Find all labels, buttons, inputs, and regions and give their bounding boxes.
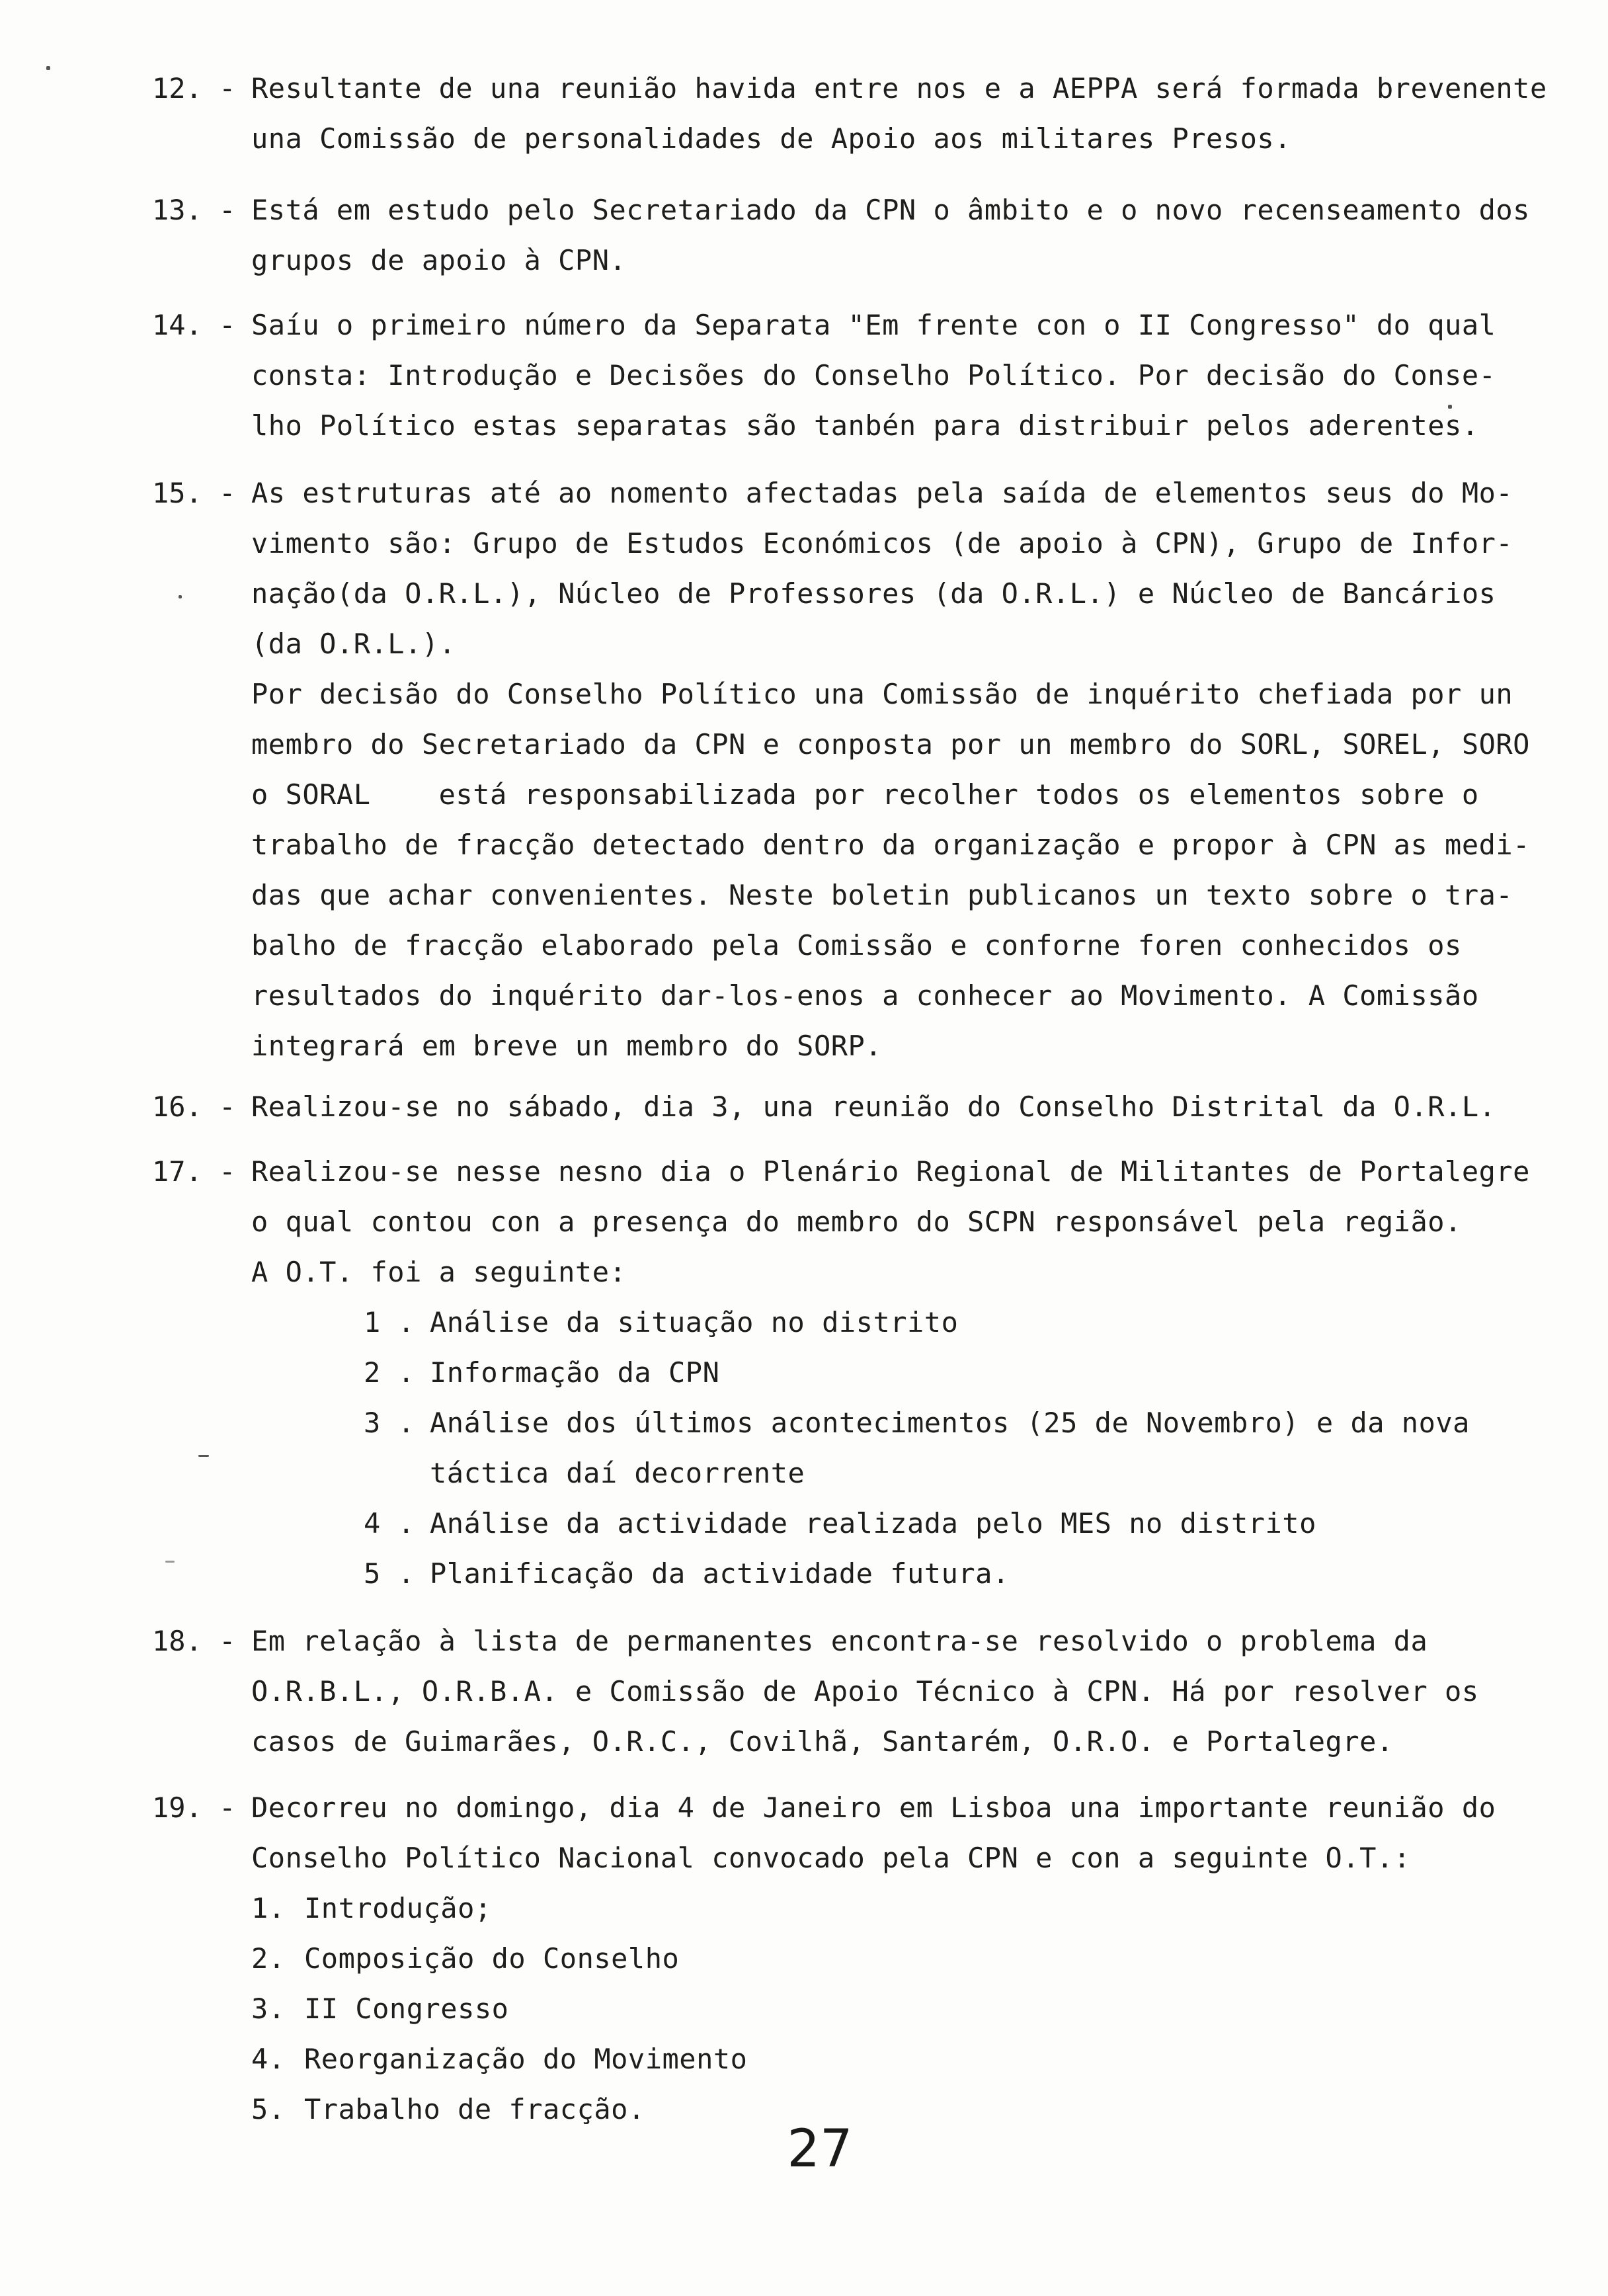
sublist-text: Análise dos últimos acontecimentos (25 de Novembro) e da nova <box>430 1407 1470 1439</box>
sublist-item-continuation <box>364 1448 1541 1498</box>
text-line: Saíu o primeiro número da Separata "Em frente con o II Congresso" do qual <box>251 309 1496 341</box>
text-line: Resultante de una reunião havida entre nos e a AEPPA será formada brevenente <box>251 72 1547 104</box>
text-line: una Comissão de personalidades de Apoio aos militares Presos. <box>251 122 1291 155</box>
text-line: balho de fracção elaborado pela Comissão e conforne foren conhecidos os <box>251 929 1462 962</box>
text-line: Por decisão do Conselho Político una Comissão de inquérito chefiada por un <box>251 678 1513 710</box>
sublist-text: Introdução; <box>304 1892 492 1924</box>
item-number: 19. - <box>152 1791 236 1824</box>
sublist-text: Composição do Conselho <box>304 1942 680 1975</box>
agenda-sublist <box>251 1883 1541 2135</box>
sublist-text: Análise da actividade realizada pelo MES no distrito <box>430 1507 1316 1539</box>
text-line: trabalho de fracção detectado dentro da organização e propor à CPN as medi- <box>251 829 1530 861</box>
text-line: A O.T. foi a seguinte: <box>251 1256 627 1288</box>
text-line: O.R.B.L., O.R.B.A. e Comissão de Apoio Técnico à CPN. Há por resolver os <box>251 1675 1479 1707</box>
scan-speck <box>1448 405 1452 409</box>
text-line: resultados do inquérito dar-los-enos a conhecer ao Movimento. A Comissão <box>251 979 1479 1012</box>
sublist-number: 3 . <box>364 1407 415 1439</box>
page-number: 27 <box>787 2119 853 2179</box>
text-line: o SORAL está responsabilizada por recolher todos os elementos sobre o <box>251 778 1479 811</box>
text-line: Realizou-se no sábado, dia 3, una reunião do Conselho Distrital da O.R.L. <box>251 1090 1496 1123</box>
text-line: grupos de apoio à CPN. <box>251 244 627 276</box>
sublist-item <box>364 1297 1541 1348</box>
text-line: das que achar convenientes. Neste boletin publicanos un texto sobre o tra- <box>251 879 1513 911</box>
item-number: 12. - <box>152 72 236 104</box>
text-line: nação(da O.R.L.), Núcleo de Professores (da O.R.L.) e Núcleo de Bancários <box>251 577 1496 610</box>
item-body <box>251 1147 1541 1599</box>
item-body <box>251 185 1541 286</box>
text-line: casos de Guimarães, O.R.C., Covilhã, Santarém, O.R.O. e Portalegre. <box>251 1725 1394 1758</box>
item-body <box>251 300 1541 451</box>
sublist-text: Análise da situação no distrito <box>430 1306 959 1338</box>
text-line: Realizou-se nesse nesno dia o Plenário Regional de Militantes de Portalegre <box>251 1155 1530 1188</box>
sublist-number: 1. <box>251 1892 286 1924</box>
sublist-number: 5. <box>251 2093 286 2125</box>
text-line: Decorreu no domingo, dia 4 de Janeiro em Lisboa una importante reunião do <box>251 1791 1496 1824</box>
item-number: 15. - <box>152 477 236 509</box>
sublist-item <box>364 1549 1541 1599</box>
text-line: consta: Introdução e Decisões do Conselho Político. Por decisão do Conse- <box>251 359 1496 391</box>
sublist-number: 2 . <box>364 1356 415 1389</box>
sublist-text: Informação da CPN <box>430 1356 720 1389</box>
text-line: o qual contou con a presença do membro do SCPN responsável pela região. <box>251 1206 1462 1238</box>
sublist-number: 1 . <box>364 1306 415 1338</box>
text-line: lho Político estas separatas são tanbén para distribuir pelos aderentes. <box>251 409 1479 442</box>
item-number: 14. - <box>152 309 236 341</box>
sublist-text: Trabalho de fracção. <box>304 2093 645 2125</box>
item-number: 17. - <box>152 1155 236 1188</box>
text-line: vimento são: Grupo de Estudos Económicos (de apoio à CPN), Grupo de Infor- <box>251 527 1513 559</box>
scan-speck <box>198 1455 209 1457</box>
sublist-number: 4. <box>251 2043 286 2075</box>
sublist-number: 4 . <box>364 1507 415 1539</box>
item-number: 13. - <box>152 194 236 226</box>
text-line: (da O.R.L.). <box>251 628 456 660</box>
item-body <box>251 468 1541 1071</box>
item-body <box>251 1616 1541 1767</box>
sublist-text: táctica daí decorrente <box>430 1457 805 1489</box>
text-line: Conselho Político Nacional convocado pela CPN e con a seguinte O.T.: <box>251 1842 1411 1874</box>
sublist-item <box>364 1348 1541 1398</box>
item-body <box>251 1082 1541 1132</box>
scan-speck <box>46 66 50 70</box>
sublist-item <box>251 2084 1541 2135</box>
sublist-item <box>364 1398 1541 1448</box>
text-line: As estruturas até ao nomento afectadas pela saída de elementos seus do Mo- <box>251 477 1513 509</box>
text-line: integrará em breve un membro do SORP. <box>251 1030 883 1062</box>
sublist-text: Planificação da actividade futura. <box>430 1557 1010 1590</box>
sublist-item <box>251 1883 1541 1934</box>
sublist-text: II Congresso <box>304 1992 509 2025</box>
sublist-item <box>251 1934 1541 1984</box>
sublist-item <box>251 1984 1541 2034</box>
scan-speck <box>165 1561 175 1563</box>
item-number: 18. - <box>152 1625 236 1657</box>
scan-speck <box>179 595 182 598</box>
sublist-item <box>251 2034 1541 2084</box>
item-number: 16. - <box>152 1090 236 1123</box>
sublist-item <box>364 1498 1541 1549</box>
item-body <box>251 63 1547 164</box>
sublist-number: 5 . <box>364 1557 415 1590</box>
item-body <box>251 1783 1541 2135</box>
sublist-number: 2. <box>251 1942 286 1975</box>
agenda-sublist <box>251 1297 1541 1599</box>
text-line: Em relação à lista de permanentes encontra-se resolvido o problema da <box>251 1625 1428 1657</box>
sublist-number: 3. <box>251 1992 286 2025</box>
sublist-text: Reorganização do Movimento <box>304 2043 748 2075</box>
text-line: membro do Secretariado da CPN e conposta por un membro do SORL, SOREL, SORO <box>251 728 1530 760</box>
text-line: Está em estudo pelo Secretariado da CPN o âmbito e o novo recenseamento dos <box>251 194 1530 226</box>
